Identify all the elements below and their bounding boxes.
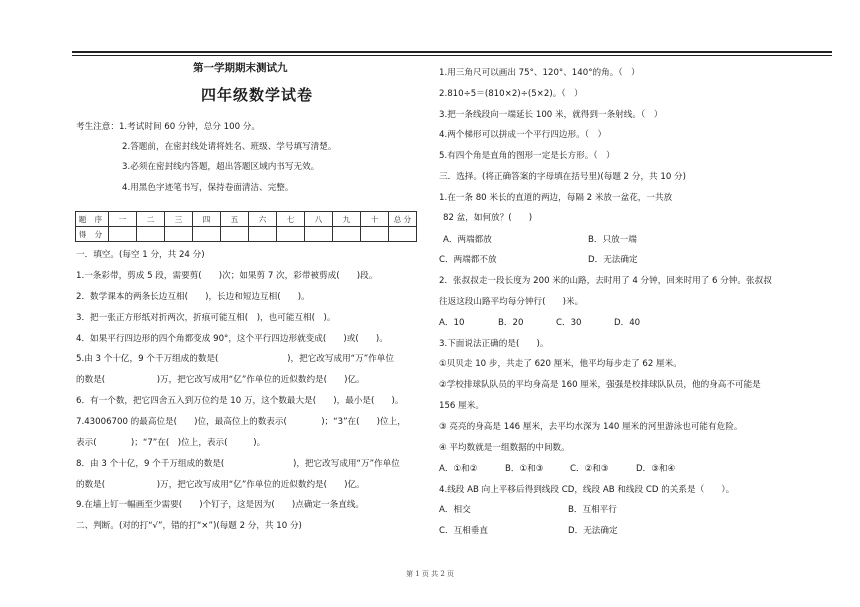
score-cell [137,227,165,242]
fill-q1: 1.一条彩带，剪成 5 段，需要剪( )次；如果剪 7 次，彩带被剪成( )段。 [76,271,378,281]
section-2-heading: 二、判断。(对的打“√”，错的打“×”)(每题 2 分，共 10 分) [76,521,302,531]
score-col-5: 五 [221,212,249,227]
choice-q1-option-a: A．两端都放 [443,235,492,245]
choice-q3-statement-3: ③ 亮亮的身高是 146 厘米，去平均水深为 140 厘米的河里游泳也可能有危险。 [439,422,743,432]
score-col-2: 二 [137,212,165,227]
choice-q3-statement-2: ②学校排球队队员的平均身高是 160 厘米，强强是校排球队队员，他的身高不可能是 [439,380,761,390]
judge-q1: 1.用三角尺可以画出 75°、120°、140°的角。（ ） [439,68,640,78]
fill-q2: 2．数学课本的两条长边互相( )，长边和短边互相( )。 [76,292,310,302]
score-cell [193,227,221,242]
score-cell [165,227,193,242]
score-col-6: 六 [249,212,277,227]
top-rule-thin [72,55,832,56]
choice-q3-option-c: C．②和③ [570,464,609,474]
choice-q3-option-a: A．①和② [439,464,478,474]
note-line-2: 2.答题前，在密封线处请将姓名、班级、学号填写清楚。 [122,142,337,152]
score-cell [109,227,137,242]
choice-q1-option-b: B．只放一端 [588,235,637,245]
choice-q1-option-d: D．无法确定 [588,255,638,265]
score-cell [389,227,417,242]
score-col-total: 总 分 [389,212,417,227]
score-cell [361,227,389,242]
choice-q2-option-c: C．30 [556,318,582,328]
fill-q5-line-2: 的数是( )万，把它改写成用“亿”作单位的近似数约是( )亿。 [76,375,365,385]
score-col-9: 九 [333,212,361,227]
judge-q2: 2.810÷5＝(810×2)÷(5×2)。（ ） [439,89,583,99]
choice-q3-option-d: D．③和④ [636,464,676,474]
note-line-1: 考生注意：1.考试时间 60 分钟，总分 100 分。 [76,122,260,132]
fill-q5-line-1: 5.由 3 个十亿，9 个千万组成的数是( )，把它改写成用“万”作单位 [76,354,394,364]
choice-q1-line-1: 1.在一条 80 米长的直道的两边，每隔 2 米放一盆花，一共放 [439,193,673,203]
fill-q9: 9.在墙上钉一幅画至少需要( )个钉子，这是因为( )点确定一条直线。 [76,500,365,510]
score-cell [249,227,277,242]
choice-q4-option-d: D．无法确定 [568,526,618,536]
top-rule-thick [72,51,832,53]
note-line-4: 4.用黑色字迹笔书写，保持卷面清洁、完整。 [122,183,294,193]
score-cell [277,227,305,242]
section-1-heading: 一．填空。(每空 1 分，共 24 分) [76,250,205,260]
score-cell [221,227,249,242]
choice-q2-line-1: 2．张叔叔走一段长度为 200 米的山路，去时用了 4 分钟，回来时用了 6 分钟。张叔叔 [439,276,772,286]
score-table-score-label: 得 分 [76,227,109,242]
exam-title: 四年级数学试卷 [201,86,314,104]
section-3-heading: 三．选择。(将正确答案的字母填在括号里)(每题 2 分，共 10 分) [439,172,686,182]
choice-q4-option-a: A．相交 [439,505,471,515]
note-line-3: 3.必须在密封线内答题，超出答题区域内书写无效。 [122,162,320,172]
score-table [75,211,417,242]
choice-q2-option-a: A．10 [439,318,465,328]
score-col-3: 三 [165,212,193,227]
fill-q4: 4．如果平行四边形的四个角都变成 90°，这个平行四边形就变成( )或( )。 [76,334,388,344]
fill-q7-line-1: 7.43006700 的最高位是( )位，最高位上的数表示( )；“3”在( )位上， [76,417,406,427]
fill-q8-line-1: 8．由 3 个十亿，9 个千万组成的数是( )，把它改写成用“万”作单位 [76,459,400,469]
page-footer: 第 1 页 共 2 页 [405,570,455,578]
fill-q7-line-2: 表示( )；“7”在( )位上，表示( )。 [76,438,266,448]
exam-subtitle: 第一学期期末测试九 [193,62,288,74]
score-table-header-label: 题 序 [76,212,109,227]
choice-q3-statement-1: ①贝贝走 10 步，共走了 620 厘米，他平均每步走了 62 厘米。 [439,359,682,369]
choice-q4-stem: 4.线段 AB 向上平移后得到线段 CD，线段 AB 和线段 CD 的关系是（ ）。 [439,485,735,495]
choice-q3-statement-4: ④ 平均数就是一组数据的中间数。 [439,443,570,453]
choice-q2-line-2: 往返这段山路平均每分钟行( )米。 [439,297,584,307]
score-col-4: 四 [193,212,221,227]
score-cell [333,227,361,242]
choice-q3-statement-2-cont: 156 厘米。 [439,401,484,411]
choice-q4-option-c: C．互相垂直 [439,526,488,536]
score-col-1: 一 [109,212,137,227]
score-cell [305,227,333,242]
judge-q5: 5.有四个角是直角的图形一定是长方形。（ ） [439,151,615,161]
score-col-8: 八 [305,212,333,227]
choice-q1-option-c: C．两端都不放 [439,255,497,265]
choice-q1-line-2: 82 盆，如何放？( ) [443,213,533,223]
choice-q2-option-d: D．40 [614,318,641,328]
fill-q6: 6．有一个数，把它四舍五入到万位约是 10 万，这个数最大是( )，最小是( )。 [76,396,404,406]
score-col-7: 七 [277,212,305,227]
choice-q2-option-b: B．20 [498,318,524,328]
score-table-header-row [76,212,417,227]
judge-q4: 4.两个梯形可以拼成一个平行四边形。（ ） [439,130,607,140]
choice-q3-stem: 3.下面说法正确的是( )。 [439,339,549,349]
score-table-score-row [76,227,417,242]
fill-q3: 3．把一张正方形纸对折两次，折痕可能互相( )，也可能互相( )。 [76,313,336,323]
choice-q3-option-b: B．①和③ [505,464,544,474]
choice-q4-option-b: B．互相平行 [568,505,617,515]
score-col-10: 十 [361,212,389,227]
judge-q3: 3.把一条线段向一端延长 100 米，就得到一条射线。（ ） [439,110,663,120]
fill-q8-line-2: 的数是( )万，把它改写成用“亿”作单位的近似数约是( )亿。 [76,480,365,490]
